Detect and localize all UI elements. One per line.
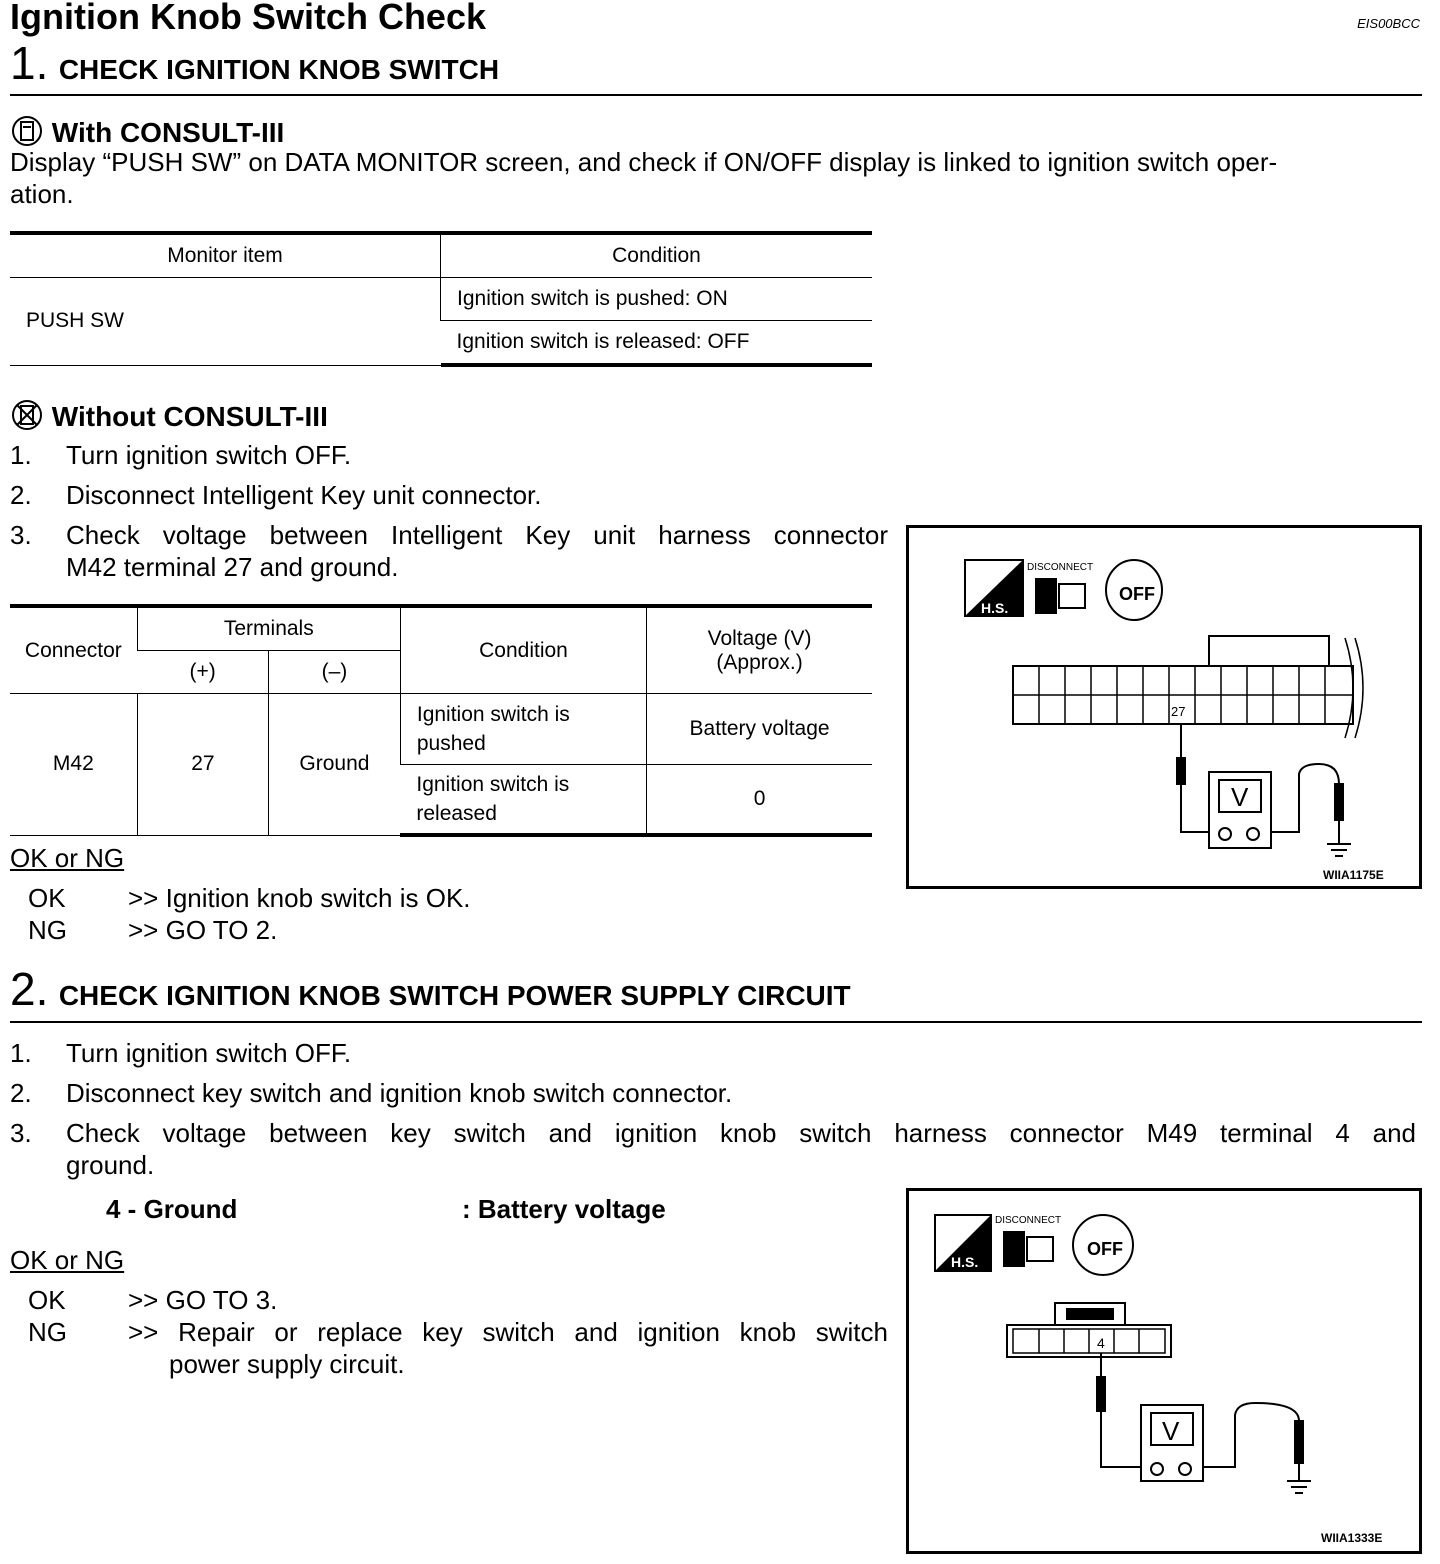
ignition-off-icon	[1106, 560, 1162, 620]
condition-line: released	[416, 802, 497, 825]
without-consult-heading	[10, 398, 328, 433]
connector-diagram	[909, 1191, 1419, 1551]
step1-title: CHECK IGNITION KNOB SWITCH	[58, 54, 500, 85]
voltage-header-line2: (Approx.)	[716, 650, 803, 674]
condition-line: pushed	[416, 732, 486, 755]
ignition-off-icon	[1073, 1215, 1133, 1275]
table-cell: Ignition switch is pushed: ON	[441, 278, 873, 321]
table-header: Connector	[10, 606, 137, 694]
ok-or-ng-label: OK or NG	[10, 843, 125, 873]
table-header: Condition	[400, 606, 646, 694]
figure-label: WIIA1175E	[1323, 868, 1384, 882]
figure-wiia1333e	[906, 1188, 1422, 1554]
list-item	[10, 439, 890, 471]
connector-diagram	[909, 528, 1419, 886]
ng-key: NG	[28, 915, 67, 945]
svg-text:V: V	[1162, 1416, 1180, 1446]
terminal-label: 4	[1097, 1335, 1105, 1351]
list-text: ground.	[66, 1150, 155, 1180]
svg-text:OFF: OFF	[1119, 584, 1155, 604]
ok-key: OK	[28, 1285, 66, 1315]
table-cell: Ground	[269, 694, 401, 836]
list-item	[10, 519, 890, 583]
ng-result: >> GO TO 2.	[128, 915, 278, 945]
table-header: Terminals	[137, 606, 400, 651]
with-consult-label: With CONSULT-III	[51, 117, 285, 148]
list-text: Turn ignition switch OFF.	[66, 440, 352, 470]
table-header: Monitor item	[10, 233, 441, 278]
svg-text:H.S.: H.S.	[981, 600, 1009, 616]
without-consult-label: Without CONSULT-III	[51, 401, 328, 432]
connector-m49	[1007, 1303, 1171, 1357]
harness-side-icon	[965, 560, 1023, 616]
table-cell: M42	[10, 694, 137, 836]
svg-text:DISCONNECT: DISCONNECT	[1027, 562, 1094, 573]
list-text: Turn ignition switch OFF.	[66, 1038, 352, 1068]
consult-icon	[10, 114, 44, 148]
step2-number: 2.	[10, 963, 49, 1015]
table-header	[647, 606, 872, 694]
table-header: (–)	[269, 651, 401, 694]
voltmeter	[1097, 1353, 1311, 1493]
list-text: Check voltage between key switch and ignition knob switch harness connector M49 terminal 4 and	[66, 1118, 1416, 1148]
ok-result: >> GO TO 3.	[128, 1285, 278, 1315]
svg-text:DISCONNECT: DISCONNECT	[995, 1215, 1062, 1226]
terminal-label: 27	[1171, 704, 1186, 719]
voltage-header-line1: Voltage (V)	[707, 626, 812, 650]
divider	[10, 1021, 1422, 1023]
voltmeter	[1177, 724, 1351, 856]
list-item	[10, 1037, 1422, 1069]
svg-text:H.S.: H.S.	[951, 1254, 979, 1270]
table-cell: PUSH SW	[10, 278, 441, 366]
step1-number: 1.	[10, 37, 49, 89]
with-consult-text-1: Display “PUSH SW” on DATA MONITOR screen, and check if ON/OFF display is linked to ignition switch oper-	[10, 147, 1278, 177]
list-number: 2.	[10, 1078, 32, 1108]
with-consult-heading	[10, 114, 284, 149]
data-monitor-table	[10, 231, 872, 367]
condition-line: Ignition switch is	[416, 773, 570, 796]
table-cell: 27	[137, 694, 268, 836]
figure-label: WIIA1333E	[1321, 1531, 1383, 1545]
ng-result-cont: power supply circuit.	[169, 1349, 405, 1379]
list-item	[10, 1117, 1422, 1181]
step2-header	[10, 962, 851, 1016]
ng-result: >> Repair or replace key switch and ignition knob switch	[128, 1317, 888, 1347]
list-number: 2.	[10, 480, 32, 510]
list-text: M42 terminal 27 and ground.	[66, 552, 399, 582]
list-number: 1.	[10, 1038, 32, 1068]
list-number: 1.	[10, 440, 32, 470]
ng-key: NG	[28, 1317, 67, 1347]
table-cell: Ignition switch is released: OFF	[441, 321, 873, 366]
document-code: EIS00BCC	[1357, 16, 1420, 31]
list-number: 3.	[10, 520, 32, 550]
ok-result: >> Ignition knob switch is OK.	[128, 883, 471, 913]
spec-value: : Battery voltage	[462, 1194, 666, 1224]
table-cell	[400, 765, 646, 836]
figure-wiia1175e	[906, 525, 1422, 889]
step1-header	[10, 36, 499, 90]
divider	[10, 94, 1422, 96]
ok-or-ng-label: OK or NG	[10, 1245, 125, 1275]
svg-text:V: V	[1231, 782, 1249, 812]
ok-key: OK	[28, 883, 66, 913]
table-header: (+)	[137, 651, 268, 694]
list-text: Check voltage between Intelligent Key unit harness connector	[66, 520, 888, 550]
with-consult-text-2: ation.	[10, 179, 74, 209]
list-number: 3.	[10, 1118, 32, 1148]
list-item	[10, 1077, 1422, 1109]
table-cell: 0	[647, 765, 872, 836]
svg-text:OFF: OFF	[1087, 1239, 1123, 1259]
disconnect-icon	[1027, 562, 1093, 614]
no-consult-icon	[10, 398, 44, 432]
harness-side-icon	[935, 1215, 991, 1271]
table-header: Condition	[441, 233, 873, 278]
voltage-table	[10, 604, 872, 837]
list-item	[10, 479, 890, 511]
list-text: Disconnect Intelligent Key unit connector.	[66, 480, 542, 510]
table-cell: Battery voltage	[647, 694, 872, 765]
table-cell	[400, 694, 646, 765]
list-text: Disconnect key switch and ignition knob switch connector.	[66, 1078, 733, 1108]
page-title: Ignition Knob Switch Check	[10, 0, 486, 37]
condition-line: Ignition switch is	[416, 703, 570, 726]
connector-m42	[1013, 636, 1363, 738]
disconnect-icon	[995, 1215, 1061, 1267]
step2-title: CHECK IGNITION KNOB SWITCH POWER SUPPLY CIRCUIT	[58, 980, 851, 1011]
spec-terminal: 4 - Ground	[106, 1194, 238, 1224]
